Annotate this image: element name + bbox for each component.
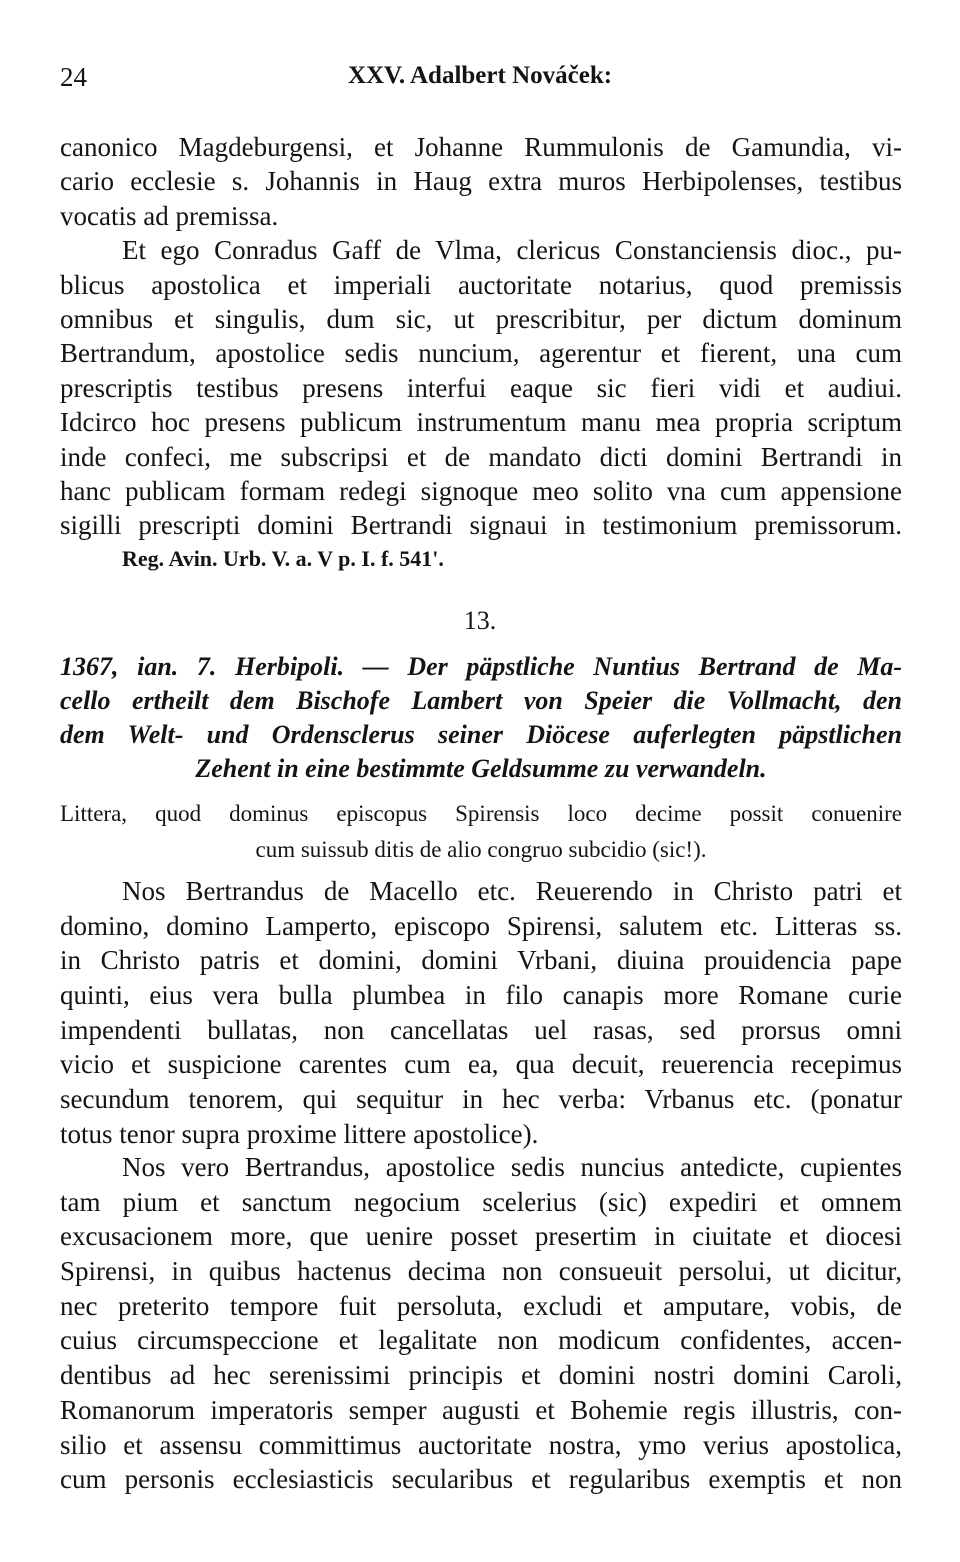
running-title: XXV. Adalbert Nováček: [347,62,613,89]
text-line: in Christo patris et domini, domini Vrbani, diuina prouidencia pape [60,945,902,976]
text-line: quinti, eius vera bulla plumbea in filo canapis more Romane curie [60,980,902,1011]
text-line: silio et assensu committimus auctoritate nostra, ymo verius apostolica, [60,1429,902,1460]
text-line: Nos vero Bertrandus, apostolice sedis nuncius antedicte, cupientes [122,1152,902,1182]
summary-line: cum suissub ditis de alio congruo subcidio (sic!). [255,837,707,862]
body-paragraph-1 [60,874,902,1152]
text-line: vicio et suspicione carentes cum ea, qua decuit, reuerencia recepimus [60,1049,902,1080]
text-line: dentibus ad hec serenissimi principis et domini nostri domini Caroli, [60,1360,902,1391]
text-line: prescriptis testibus presens interfui eaque sic fieri vidi et audiui. [60,372,902,403]
document-number: 13. [463,606,497,635]
text-line: vocatis ad premissa. [60,200,279,231]
summary-line: Littera, quod dominus episcopus Spirensis loco decime possit conuenire [60,801,902,826]
text-line: cario ecclesie s. Johannis in Haug extra muros Herbipolenses, testibus [60,166,902,197]
text-line: blicus apostolica et imperiali auctoritate notarius, quod premissis [60,269,902,300]
document-summary [60,796,902,868]
text-line: Spirensi, in quibus hactenus decima non consueuit persolui, ut dicitur, [60,1256,902,1287]
headnote-line: 1367, ian. 7. Herbipoli. — Der päpstliche Nuntius Bertrand de Ma- [60,652,902,681]
body-paragraph-2 [60,1150,902,1497]
text-line: tam pium et sanctum negocium scelerius (sic) expediri et omnem [60,1186,902,1217]
headnote-line: Zehent in eine bestimmte Geldsumme zu verwandeln. [195,754,767,783]
text-line: Et ego Conradus Gaff de Vlma, clericus Constanciensis dioc., pu- [122,235,902,266]
text-line: totus tenor supra proxime littere apostolice). [60,1118,539,1149]
text-line: Bertrandum, apostolice sedis nuncium, agerentur et fierent, una cum [60,338,902,369]
text-line: excusacionem more, que uenire posset presertim in ciuitate et diocesi [60,1221,902,1252]
text-line: secundum tenorem, qui sequitur in hec verba: Vrbanus etc. (ponatur [60,1084,902,1115]
text-line: cum personis ecclesiasticis secularibus et regularibus exemptis et non [60,1464,902,1495]
archive-citation: Reg. Avin. Urb. V. a. V p. I. f. 541'. [122,546,444,571]
running-head [56,62,904,96]
text-line: omnibus et singulis, dum sic, ut prescribitur, per dictum dominum [60,303,902,334]
text-line: impendenti bullatas, non cancellatas uel rasas, sed prorsus omni [60,1014,902,1045]
text-line: inde confeci, me subscripsi et de mandato dicti domini Bertrandi in [60,441,902,472]
headnote-line: cello ertheilt dem Bischofe Lambert von Speier die Vollmacht, den [60,686,902,715]
text-line: nec preterito tempore fuit persoluta, excludi et amputare, vobis, de [60,1290,902,1321]
text-line: Nos Bertrandus de Macello etc. Reuerendo in Christo patri et [122,876,902,906]
text-line: sigilli prescripti domini Bertrandi signaui in testimonium premissorum. [60,510,902,541]
text-line: hanc publicam formam redegi signoque meo solito vna cum appensione [60,475,902,506]
headnote-line: dem Welt- und Ordensclerus seiner Diöcese auferlegten päpstlichen [60,720,902,749]
text-line: Idcirco hoc presens publicum instrumentum manu mea propria scriptum [60,407,902,438]
document-headnote [60,650,902,786]
text-line: cuius circumspeccione et legalitate non modicum confidentes, accen- [60,1325,902,1356]
text-line: Romanorum imperatoris semper augusti et Bohemie regis illustris, con- [60,1394,902,1425]
text-line: domino, domino Lamperto, episcopo Spirensi, salutem etc. Litteras ss. [60,910,902,941]
page-number: 24 [60,62,87,92]
text-line: canonico Magdeburgensi, et Johanne Rummulonis de Gamundia, vi- [60,132,902,162]
top-paragraph [60,130,902,543]
